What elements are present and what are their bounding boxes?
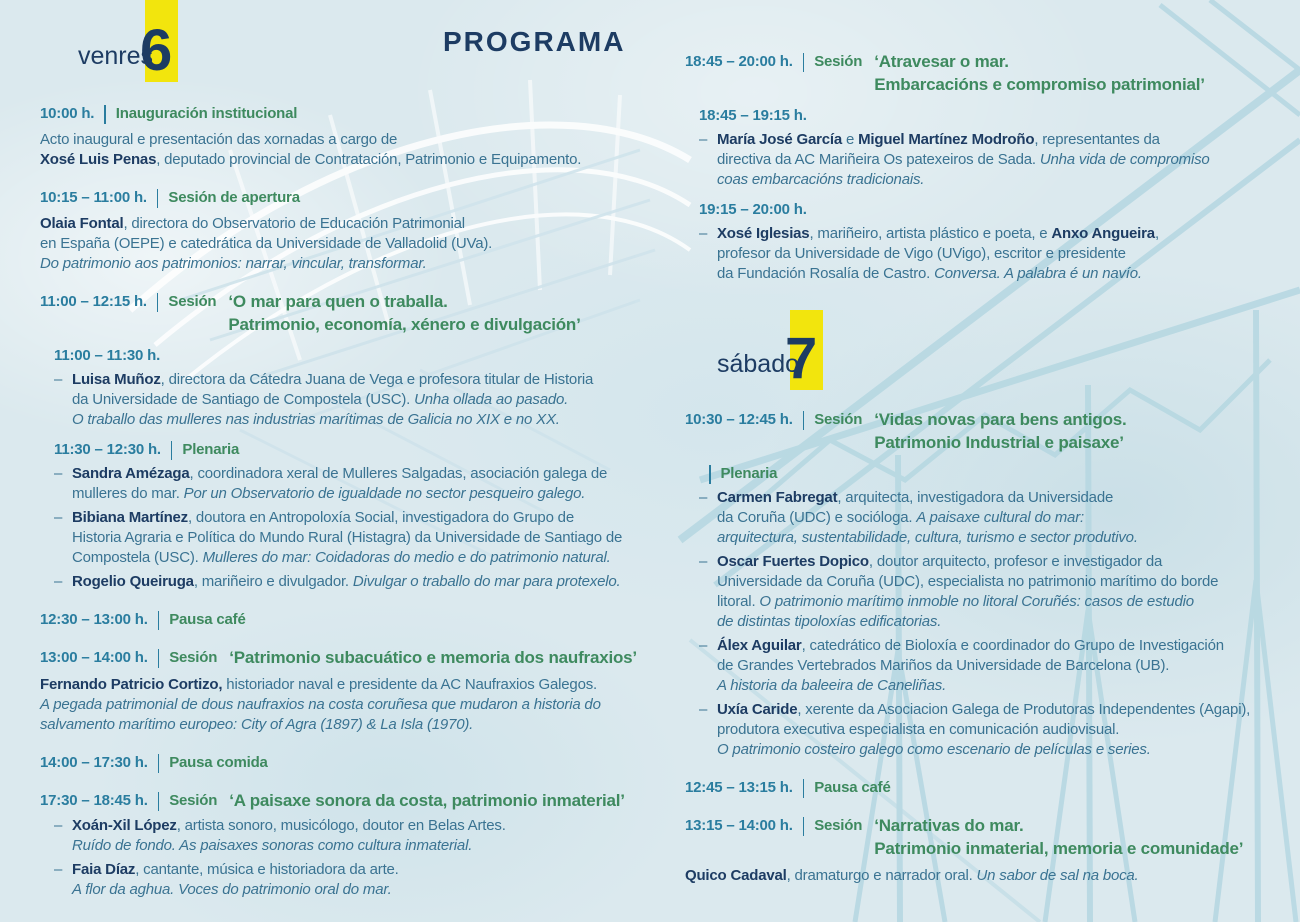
- text-segment: arquitectura, sustentabilidade, cultura, turismo e sector produtivo.: [717, 529, 1138, 546]
- text-segment: Bibiana Martínez: [72, 509, 188, 526]
- text-segment: Un sabor de sal na boca.: [976, 867, 1139, 884]
- session-type-label: Sesión: [169, 792, 218, 809]
- text-line: [72, 370, 636, 390]
- time-range: 13:15 – 14:00 h.: [685, 817, 793, 834]
- text-segment: da Coruña (UDC) e socióloga.: [717, 509, 917, 526]
- text-line: [717, 224, 1281, 244]
- schedule-entry: [40, 753, 636, 773]
- text-segment: Fernando Patricio Cortizo,: [40, 676, 223, 693]
- session-title-line: ‘Vidas novas para bens antigos.: [874, 410, 1127, 429]
- session-type-label: Pausa comida: [169, 754, 268, 771]
- text-line: [717, 244, 1281, 264]
- time-range: 18:45 – 19:15 h.: [699, 107, 807, 124]
- time-range: 11:30 – 12:30 h.: [54, 441, 161, 458]
- text-segment: Do patrimonio aos patrimonios: narrar, vincular, transformar.: [40, 255, 427, 272]
- text-segment: profesor da Universidade de Vigo (UVigo), escritor e presidente: [717, 245, 1126, 262]
- text-segment: , representantes da: [1034, 131, 1160, 148]
- bullet-dash: –: [699, 489, 708, 506]
- text-segment: Compostela (USC).: [72, 549, 203, 566]
- text-segment: Anxo Angueira: [1051, 225, 1155, 242]
- text-line: [72, 390, 636, 410]
- description-paragraph: [40, 675, 636, 735]
- text-segment: , mariñeiro e divulgador.: [193, 573, 353, 590]
- text-line: [72, 464, 636, 484]
- separator-bar: [157, 189, 159, 208]
- day-number: 7: [785, 326, 818, 391]
- schedule-subentry: [40, 440, 636, 460]
- text-line: [72, 484, 636, 504]
- speaker-text: [717, 636, 1281, 696]
- session-title: [874, 814, 1243, 860]
- text-segment: , doutora en Antropoloxía Social, investigadora do Grupo de: [188, 509, 574, 526]
- session-title-line: Embarcacións e compromiso patrimonial’: [874, 75, 1205, 94]
- session-title-line: Patrimonio Industrial e paisaxe’: [874, 433, 1124, 452]
- schedule-entry: [40, 292, 636, 336]
- text-segment: Ruído de fondo. As paisaxes sonoras como cultura inmaterial.: [72, 837, 473, 854]
- text-segment: , directora do Observatorio de Educación Patrimonial: [123, 215, 465, 232]
- text-line: [40, 715, 636, 735]
- bullet-dash: –: [54, 465, 63, 482]
- text-line: [717, 150, 1281, 170]
- time-range: 10:00 h.: [40, 105, 95, 122]
- schedule-entry: [40, 648, 636, 669]
- schedule-entry: [685, 816, 1281, 860]
- session-type-label: Sesión: [168, 293, 217, 310]
- text-line: [72, 528, 636, 548]
- text-segment: litoral.: [717, 593, 760, 610]
- session-title: [874, 408, 1126, 454]
- bullet-dash: –: [54, 817, 63, 834]
- text-segment: Conversa. A palabra é un navío.: [934, 265, 1142, 282]
- text-segment: O patrimonio costeiro galego como escenario de películas e series.: [717, 741, 1151, 758]
- text-segment: de Grandes Vertebrados Mariños da Universidade de Barcelona (UB).: [717, 657, 1170, 674]
- session-title: [229, 646, 637, 669]
- text-segment: da Universidade de Santiago de Compostela (USC).: [72, 391, 415, 408]
- separator-bar: [158, 611, 160, 630]
- text-segment: coas embarcacións tradicionais.: [717, 171, 925, 188]
- bullet-dash: –: [699, 637, 708, 654]
- time-range: 11:00 – 11:30 h.: [54, 347, 161, 364]
- text-segment: salvamento marítimo europeo: City of Agra (1897) & La Isla (1970).: [40, 716, 474, 733]
- speaker-text: [72, 508, 636, 568]
- text-line: [717, 488, 1281, 508]
- speaker-item: [40, 508, 636, 568]
- bullet-dash: –: [54, 371, 63, 388]
- speaker-item: [40, 370, 636, 430]
- text-segment: , mariñeiro, artista plástico e poeta, e: [809, 225, 1052, 242]
- schedule-subentry: [40, 346, 636, 366]
- session-title-line: ‘Patrimonio subacuático e memoria dos naufraxios’: [229, 648, 637, 667]
- speaker-item: [685, 224, 1281, 284]
- speaker-item: [685, 488, 1281, 548]
- session-type-label: Sesión: [814, 817, 863, 834]
- text-segment: A pegada patrimonial de dous naufraxios na costa coruñesa que mudaron a historia do: [40, 696, 601, 713]
- day-header-saturday: [685, 310, 1281, 392]
- text-segment: O traballo das mulleres nas industrias marítimas de Galicia no XIX e no XX.: [72, 411, 560, 428]
- text-line: [717, 676, 1281, 696]
- text-line: [72, 548, 636, 568]
- speaker-text: [72, 370, 636, 430]
- speaker-item: [40, 860, 636, 900]
- bullet-dash: –: [699, 553, 708, 570]
- text-line: [72, 880, 636, 900]
- text-segment: Unha ollada ao pasado.: [414, 391, 569, 408]
- session-type-label: Pausa café: [169, 611, 246, 628]
- text-line: [40, 695, 636, 715]
- session-title-line: ‘O mar para quen o traballa.: [228, 292, 448, 311]
- description-paragraph: [685, 866, 1281, 886]
- time-range: 19:15 – 20:00 h.: [699, 201, 807, 218]
- text-segment: Acto inaugural e presentación das xornadas a cargo de: [40, 131, 398, 148]
- bullet-dash: –: [699, 225, 708, 242]
- time-range: 14:00 – 17:30 h.: [40, 754, 148, 771]
- text-line: [717, 264, 1281, 284]
- text-segment: , catedrático de Bioloxía e coordinador do Grupo de Investigación: [801, 637, 1224, 654]
- text-line: [685, 866, 1281, 886]
- text-segment: en España (OEPE) e catedrática da Universidade de Valladolid (UVa).: [40, 235, 493, 252]
- text-segment: historiador naval e presidente da AC Naufraxios Galegos.: [222, 676, 597, 693]
- session-type-label: Sesión: [814, 53, 863, 70]
- text-segment: , xerente da Asociacion Galega de Produtoras Independentes (Agapi),: [797, 701, 1251, 718]
- text-segment: Unha vida de compromiso: [1039, 151, 1210, 168]
- schedule-subentry: [685, 464, 1281, 484]
- session-type-label: Plenaria: [720, 465, 778, 482]
- separator-bar: [803, 817, 805, 836]
- speaker-item: [685, 552, 1281, 632]
- text-line: [717, 636, 1281, 656]
- speaker-item: [685, 700, 1281, 760]
- time-range: 10:30 – 12:45 h.: [685, 411, 793, 428]
- schedule-subentry: [685, 106, 1281, 126]
- bullet-dash: –: [699, 701, 708, 718]
- text-segment: Historia Agraria e Política do Mundo Rural (Histagra) da Universidade de Santiago de: [72, 529, 623, 546]
- text-segment: A historia da baleeira de Caneliñas.: [717, 677, 947, 694]
- text-segment: Miguel Martínez Modroño: [858, 131, 1035, 148]
- text-line: [40, 254, 636, 274]
- time-range: 11:00 – 12:15 h.: [40, 293, 147, 310]
- text-segment: produtora executiva especialista en comunicación audiovisual.: [717, 721, 1120, 738]
- text-segment: Rogelio Queiruga: [72, 573, 194, 590]
- description-paragraph: [40, 214, 636, 274]
- session-title-line: Patrimonio, economía, xénero e divulgación’: [228, 315, 581, 334]
- text-line: [717, 130, 1281, 150]
- text-segment: Sandra Amézaga: [72, 465, 190, 482]
- separator-bar: [709, 465, 711, 484]
- text-segment: María José García: [717, 131, 843, 148]
- separator-bar: [171, 441, 173, 460]
- text-segment: Uxía Caride: [717, 701, 798, 718]
- speaker-item: [40, 464, 636, 504]
- text-segment: Faia Díaz: [72, 861, 136, 878]
- separator-bar: [104, 105, 106, 124]
- text-segment: A paisaxe cultural do mar:: [916, 509, 1084, 526]
- schedule-entry: [685, 778, 1281, 798]
- speaker-item: [40, 572, 636, 592]
- text-line: [72, 572, 636, 592]
- text-line: [40, 150, 636, 170]
- time-range: 13:00 – 14:00 h.: [40, 649, 148, 666]
- session-title: [228, 290, 580, 336]
- text-segment: , deputado provincial de Contratación, Patrimonio e Equipamento.: [156, 151, 582, 168]
- text-segment: Álex Aguilar: [717, 637, 802, 654]
- speaker-item: [685, 130, 1281, 190]
- text-segment: , doutor arquitecto, profesor e investigador da: [868, 553, 1163, 570]
- text-line: [40, 214, 636, 234]
- page-title: PROGRAMA: [443, 26, 626, 57]
- session-type-label: Sesión: [814, 411, 863, 428]
- time-range: 18:45 – 20:00 h.: [685, 53, 793, 70]
- speaker-item: [40, 816, 636, 856]
- speaker-text: [717, 700, 1281, 760]
- time-range: 12:45 – 13:15 h.: [685, 779, 793, 796]
- text-line: [40, 675, 636, 695]
- text-segment: Xosé Iglesias: [717, 225, 810, 242]
- text-segment: Quico Cadaval: [685, 867, 787, 884]
- separator-bar: [803, 779, 805, 798]
- time-range: 12:30 – 13:00 h.: [40, 611, 148, 628]
- day-number: 6: [140, 18, 173, 83]
- schedule-entry: [40, 791, 636, 812]
- schedule-entry: [40, 610, 636, 630]
- session-title-line: ‘Atravesar o mar.: [874, 52, 1009, 71]
- text-segment: Por un Observatorio de igualdade no sector pesqueiro galego.: [183, 485, 586, 502]
- text-segment: , arquitecta, investigadora da Universidade: [837, 489, 1114, 506]
- separator-bar: [803, 53, 805, 72]
- bullet-dash: –: [699, 131, 708, 148]
- text-line: [717, 740, 1281, 760]
- text-segment: Xoán-Xil López: [72, 817, 177, 834]
- text-segment: , coordinadora xeral de Mulleres Salgadas, asociación galega de: [189, 465, 608, 482]
- bullet-dash: –: [54, 509, 63, 526]
- right-page-schedule: [685, 0, 1281, 922]
- speaker-item: [685, 636, 1281, 696]
- session-title: [229, 789, 625, 812]
- time-range: 17:30 – 18:45 h.: [40, 792, 148, 809]
- text-line: [717, 170, 1281, 190]
- speaker-text: [72, 572, 636, 592]
- text-line: [40, 130, 636, 150]
- text-segment: , cantante, música e historiadora da arte.: [135, 861, 399, 878]
- speaker-text: [717, 130, 1281, 190]
- text-segment: Xosé Luis Penas: [40, 151, 157, 168]
- description-paragraph: [40, 130, 636, 170]
- text-segment: Carmen Fabregat: [717, 489, 838, 506]
- text-segment: Olaia Fontal: [40, 215, 124, 232]
- text-segment: Mulleres do mar: Coidadoras do medio e do patrimonio natural.: [202, 549, 611, 566]
- text-line: [72, 508, 636, 528]
- text-line: [72, 410, 636, 430]
- text-segment: A flor da aghua. Voces do patrimonio oral do mar.: [72, 881, 392, 898]
- text-segment: Luisa Muñoz: [72, 371, 161, 388]
- session-type-label: Pausa café: [814, 779, 891, 796]
- left-page-schedule: [40, 0, 636, 922]
- separator-bar: [158, 792, 160, 811]
- text-line: [72, 860, 636, 880]
- text-segment: , directora da Cátedra Juana de Vega e profesora titular de Historia: [160, 371, 594, 388]
- text-segment: Divulgar o traballo do mar para protexelo.: [352, 573, 621, 590]
- separator-bar: [157, 293, 159, 312]
- separator-bar: [158, 649, 160, 668]
- session-title-line: ‘Narrativas do mar.: [874, 816, 1024, 835]
- text-line: [717, 700, 1281, 720]
- text-segment: de distintas tipoloxías edificatorias.: [717, 613, 942, 630]
- text-line: [72, 836, 636, 856]
- schedule-entry: [685, 52, 1281, 96]
- speaker-text: [72, 816, 636, 856]
- text-segment: , artista sonoro, musicólogo, doutor en Belas Artes.: [176, 817, 506, 834]
- text-line: [717, 592, 1281, 612]
- text-line: [717, 528, 1281, 548]
- session-title-line: ‘A paisaxe sonora da costa, patrimonio inmaterial’: [229, 791, 625, 810]
- speaker-text: [717, 488, 1281, 548]
- session-title-line: Patrimonio inmaterial, memoria e comunidade’: [874, 839, 1244, 858]
- schedule-entry: [40, 188, 636, 208]
- day-name: sábado: [717, 350, 800, 378]
- text-line: [717, 552, 1281, 572]
- schedule-entry: [40, 104, 636, 124]
- text-segment: Oscar Fuertes Dopico: [717, 553, 869, 570]
- text-segment: Universidade da Coruña (UDC), especialista no patrimonio marítimo do borde: [717, 573, 1219, 590]
- text-segment: e: [842, 131, 859, 148]
- text-line: [717, 508, 1281, 528]
- speaker-text: [72, 464, 636, 504]
- session-title: [874, 50, 1205, 96]
- text-segment: mulleres do mar.: [72, 485, 184, 502]
- bullet-dash: –: [54, 861, 63, 878]
- session-type-label: Sesión: [169, 649, 218, 666]
- text-segment: ,: [1154, 225, 1159, 242]
- text-line: [717, 656, 1281, 676]
- text-line: [72, 816, 636, 836]
- speaker-text: [72, 860, 636, 900]
- text-segment: da Fundación Rosalía de Castro.: [717, 265, 935, 282]
- day-name: venres: [78, 42, 154, 70]
- speaker-text: [717, 224, 1281, 284]
- separator-bar: [803, 411, 805, 430]
- session-type-label: Plenaria: [182, 441, 240, 458]
- text-segment: O patrimonio marítimo inmoble no litoral Coruñés: casos de estudio: [759, 593, 1194, 610]
- text-segment: directiva da AC Mariñeira Os patexeiros de Sada.: [717, 151, 1040, 168]
- schedule-subentry: [685, 200, 1281, 220]
- bullet-dash: –: [54, 573, 63, 590]
- session-type-label: Sesión de apertura: [168, 189, 300, 206]
- text-line: [717, 612, 1281, 632]
- schedule-entry: [685, 410, 1281, 454]
- text-line: [717, 572, 1281, 592]
- text-line: [40, 234, 636, 254]
- session-type-label: Inauguración institucional: [115, 105, 298, 122]
- time-range: 10:15 – 11:00 h.: [40, 189, 147, 206]
- text-segment: , dramaturgo e narrador oral.: [786, 867, 977, 884]
- speaker-text: [717, 552, 1281, 632]
- separator-bar: [158, 754, 160, 773]
- text-line: [717, 720, 1281, 740]
